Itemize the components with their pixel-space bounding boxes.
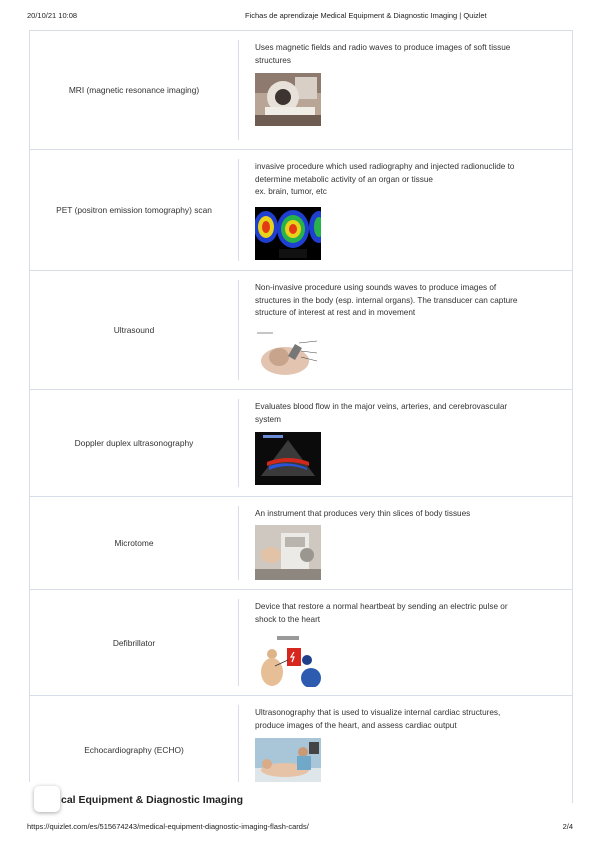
ultrasound-image: [255, 329, 321, 382]
print-page-title: Fichas de aprendizaje Medical Equipment & Diagnostic Imaging | Quizlet: [245, 11, 487, 20]
definition-line: ex. brain, tumor, etc: [255, 187, 327, 196]
mri-scanner-image: [255, 73, 321, 126]
flashcard-row: [30, 497, 572, 590]
definition-line: structures: [255, 55, 291, 65]
print-header: [27, 11, 573, 23]
microtome-image: [255, 525, 321, 580]
definition-line: structure of interest at rest and in movement: [255, 308, 416, 317]
definition-line: system: [255, 414, 281, 424]
card-term: Microtome: [114, 538, 154, 548]
card-definition: [255, 42, 552, 67]
definition-line: determine metabolic activity of an organ or tissue: [255, 174, 433, 184]
card-term: Ultrasound: [113, 325, 155, 335]
flashcard-row: [30, 390, 572, 497]
flashcard-row: [30, 31, 572, 150]
card-definition: [255, 601, 552, 626]
card-term: Doppler duplex ultrasonography: [74, 438, 194, 448]
card-divider: [238, 399, 239, 487]
defibrillator-image: [255, 632, 321, 687]
card-term: PET (positron emission tomography) scan: [56, 205, 212, 215]
print-footer: [27, 822, 573, 831]
pet-scan-image: [255, 207, 321, 260]
set-title: cal Equipment & Diagnostic Imaging: [61, 794, 244, 806]
card-definition: [255, 508, 552, 521]
card-divider: [238, 40, 239, 140]
flashcard-row: [30, 590, 572, 696]
page-number: 2/4: [562, 822, 573, 831]
definition-line: Uses magnetic fields and radio waves to produce images of soft tissue: [255, 43, 511, 52]
flashcard-row: [30, 150, 572, 271]
card-definition: [255, 401, 552, 426]
card-divider: [238, 599, 239, 686]
echocardiography-image: [255, 738, 321, 788]
definition-line: structures in the body (esp. internal organs). The transducer can capture: [255, 295, 518, 305]
card-term: Defibrillator: [112, 637, 156, 648]
card-divider: [238, 506, 239, 580]
definition-line: Evaluates blood flow in the major veins, arteries, and cerebrovascular: [255, 402, 508, 411]
definition-line: Device that restore a normal heartbeat by sending an electric pulse or: [255, 602, 508, 611]
card-divider: [238, 159, 239, 261]
flashcard-row: [30, 271, 572, 390]
definition-line: produce images of the heart, and assess cardiac output: [255, 720, 457, 730]
definition-line: Ultrasonography that is used to visualize internal cardiac structures,: [255, 708, 501, 717]
card-divider: [238, 705, 239, 794]
flashcard-table: [29, 30, 573, 803]
card-definition: [255, 161, 552, 199]
print-date: 20/10/21 10:08: [27, 11, 78, 20]
doppler-ultrasound-image: [255, 432, 321, 485]
page-url: https://quizlet.com/es/515674243/medical-equipment-diagnostic-imaging-flash-cards/: [27, 822, 309, 831]
definition-line: invasive procedure which used radiography and injected radionuclide to: [255, 162, 515, 171]
card-definition: [255, 282, 552, 320]
card-definition: [255, 707, 552, 732]
definition-line: Non-invasive procedure using sounds waves to produce images of: [255, 283, 497, 292]
quizlet-logo-icon[interactable]: [34, 786, 60, 812]
quizlet-footer-bar: [29, 782, 571, 816]
definition-line: shock to the heart: [255, 614, 321, 624]
card-term: MRI (magnetic resonance imaging): [68, 85, 200, 95]
card-divider: [238, 280, 239, 380]
card-term: Echocardiography (ECHO): [84, 744, 184, 755]
definition-line: An instrument that produces very thin slices of body tissues: [255, 509, 471, 518]
